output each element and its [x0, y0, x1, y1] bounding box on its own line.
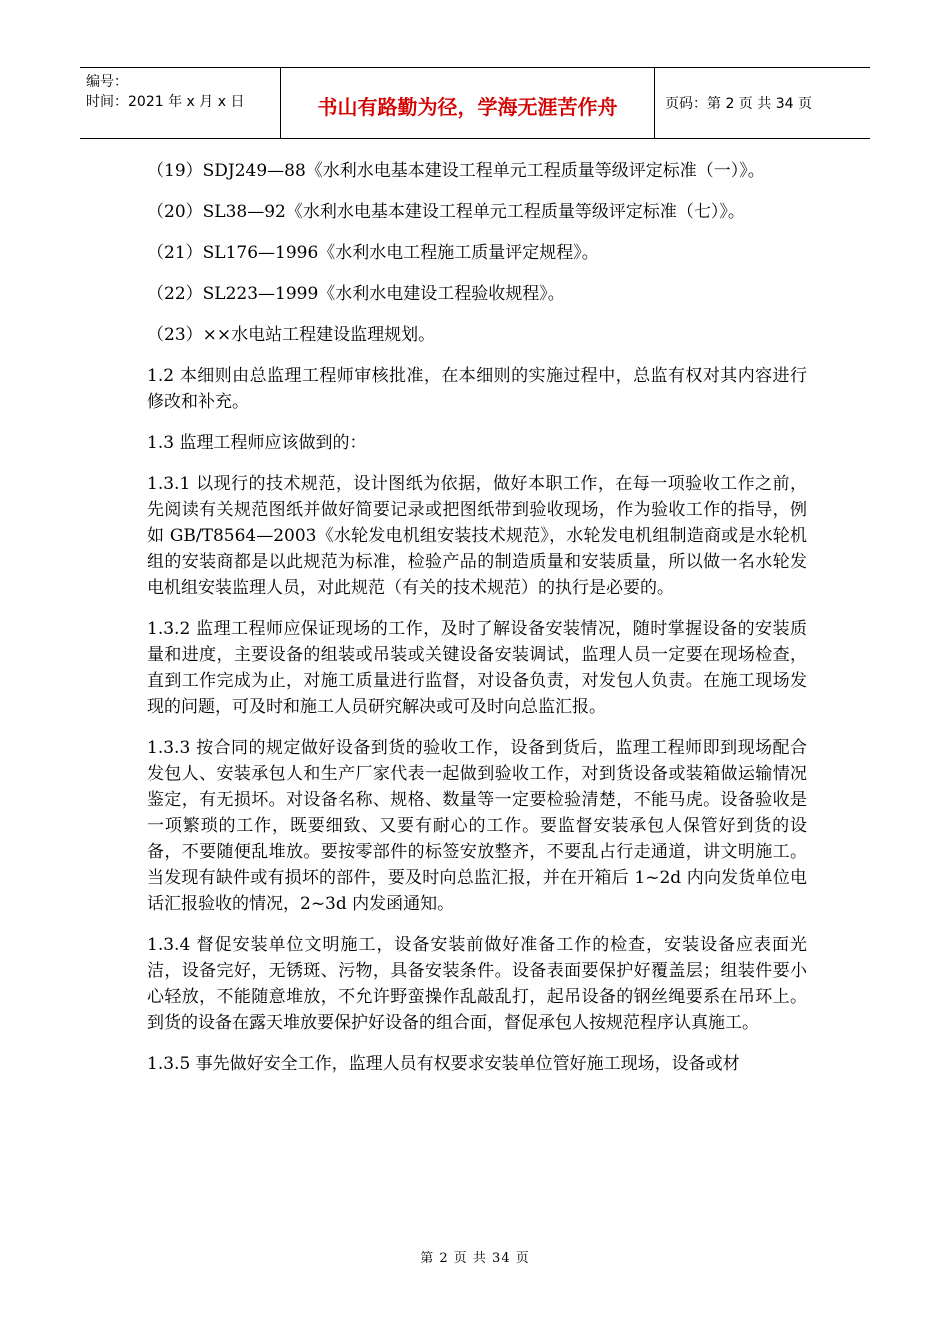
page-footer: 第 2 页 共 34 页	[420, 1251, 530, 1266]
header-page-info: 页码：第 2 页 共 34 页	[665, 96, 812, 112]
document-number-label: 编号：	[86, 74, 128, 90]
paragraph: （21）SL176—1996《水利水电工程施工质量评定规程》。	[147, 243, 599, 263]
paragraph: 1.3.2 监理工程师应保证现场的工作，及时了解设备安装情况，随时掌握设备的安装质量和进度，主要设备的组装或吊装或关键设备安装调试，监理人员一定要在现场检查，直到工作完成为止，对施工质量进行监督，对设备负责，对发包人负责。在施工现场发现的问题，可及时和施工人员研究解决或可及时向总监汇报。	[147, 619, 807, 717]
paragraph: （23）××水电站工程建设监理规划。	[147, 325, 436, 345]
page-header	[80, 67, 870, 139]
paragraph: 1.3.4 督促安装单位文明施工，设备安装前做好准备工作的检查，安装设备应表面光洁，设备完好，无锈斑、污物，具备安装条件。设备表面要保护好覆盖层；组装件要小心轻放，不能随意堆放，不允许野蛮操作乱敲乱打，起吊设备的钢丝绳要系在吊环上。到货的设备在露天堆放要保护好设备的组合面，督促承包人按规范程序认真施工。	[147, 935, 807, 1033]
document-time-label: 时间：2021 年 x 月 x 日	[86, 94, 245, 110]
paragraph: （19）SDJ249—88《水利水电基本建设工程单元工程质量等级评定标准（一）》。	[147, 161, 765, 181]
paragraph: 1.3 监理工程师应该做到的：	[147, 433, 367, 453]
paragraph: 1.3.1 以现行的技术规范，设计图纸为依据，做好本职工作，在每一项验收工作之前，先阅读有关规范图纸并做好简要记录或把图纸带到验收现场，作为验收工作的指导，例如 GB/T8564—2003《水轮发电机组安装技术规范》，水轮发电机组制造商或是水轮机组的安装商都是以此规范为标准，检验产品的制造质量和安装质量，所以做一名水轮发电机组安装监理人员，对此规范（有关的技术规范）的执行是必要的。	[147, 474, 807, 598]
header-meta	[80, 68, 281, 138]
document-body	[147, 158, 807, 1092]
header-motto: 书山有路勤为径，学海无涯苦作舟	[281, 68, 655, 138]
paragraph: 1.3.3 按合同的规定做好设备到货的验收工作，设备到货后，监理工程师即到现场配合发包人、安装承包人和生产厂家代表一起做到验收工作，对到货设备或装箱做运输情况鉴定，有无损坏。对设备名称、规格、数量等一定要检验清楚，不能马虎。设备验收是一项繁琐的工作，既要细致、又要有耐心的工作。要监督安装承包人保管好到货的设备，不要随便乱堆放。要按零部件的标签安放整齐，不要乱占行走通道，讲文明施工。当发现有缺件或有损坏的部件，要及时向总监汇报，并在开箱后 1~2d 内向发货单位电话汇报验收的情况，2~3d 内发函通知。	[147, 738, 807, 914]
paragraph: （22）SL223—1999《水利水电建设工程验收规程》。	[147, 284, 565, 304]
paragraph: （20）SL38—92《水利水电基本建设工程单元工程质量等级评定标准（七）》。	[147, 202, 745, 222]
paragraph: 1.2 本细则由总监理工程师审核批准，在本细则的实施过程中，总监有权对其内容进行修改和补充。	[147, 366, 807, 412]
paragraph: 1.3.5 事先做好安全工作，监理人员有权要求安装单位管好施工现场，设备或材	[147, 1054, 740, 1074]
